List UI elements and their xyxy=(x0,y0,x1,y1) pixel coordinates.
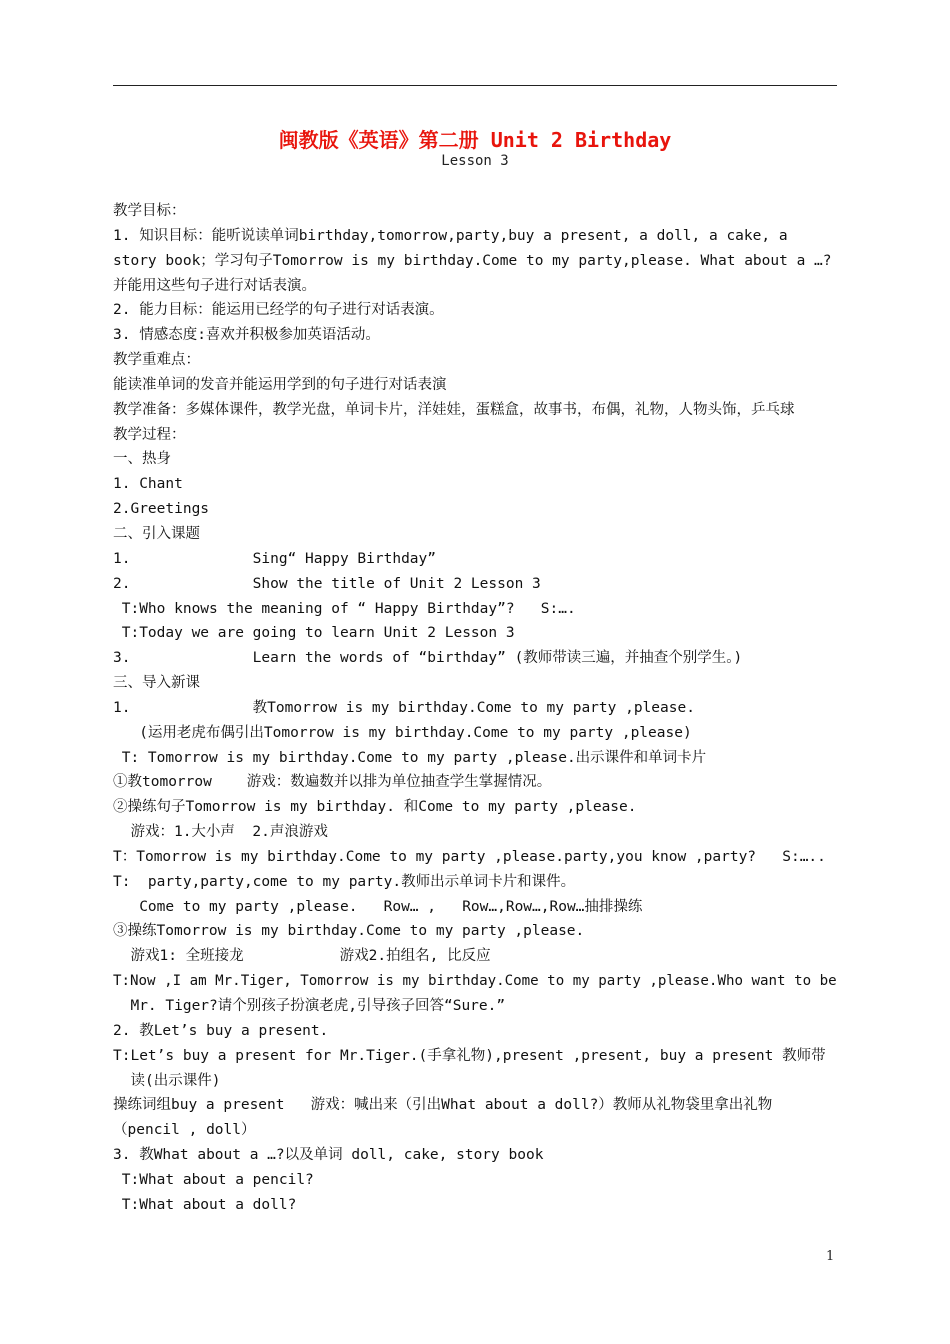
page-number: 1 xyxy=(826,1249,835,1264)
text-line: T: Tomorrow is my birthday.Come to my party ,please.出示课件和单词卡片 xyxy=(113,749,707,766)
text-line: (运用老虎布偶引出Tomorrow is my birthday.Come to my party ,please) xyxy=(113,724,692,741)
document-title: 闽教版《英语》第二册 Unit 2 Birthday xyxy=(278,128,672,152)
document-body xyxy=(113,199,837,1218)
text-line: 2. 能力目标：能运用已经学的句子进行对话表演。 xyxy=(113,302,444,319)
text-line: 操练词组buy a present 游戏：喊出来（引出What about a doll?）教师从礼物袋里拿出礼物 xyxy=(113,1097,773,1114)
text-line: 2. 教Let’s buy a present. xyxy=(113,1022,329,1039)
text-line: 3. Learn the words of “birthday” (教师带读三遍，并抽查个别学生。) xyxy=(113,650,743,667)
text-line: T:Now ,I am Mr.Tiger, Tomorrow is my birthday.Come to my party ,please.Who want to be xyxy=(113,973,837,990)
text-line: 1. Sing“ Happy Birthday” xyxy=(113,550,437,567)
text-line: 2. Show the title of Unit 2 Lesson 3 xyxy=(113,575,541,592)
text-line: story book；学习句子Tomorrow is my birthday.Come to my party,please. What about a …? xyxy=(113,252,832,269)
text-line: T: party,party,come to my party.教师出示单词卡片和课件。 xyxy=(113,873,576,890)
text-line: T：Tomorrow is my birthday.Come to my party ,please.party,you know ,party? S:….. xyxy=(113,848,826,865)
text-line: 读(出示课件) xyxy=(113,1072,221,1089)
text-line: Mr. Tiger?请个别孩子扮演老虎,引导孩子回答“Sure.” xyxy=(113,998,506,1014)
text-line: 并能用这些句子进行对话表演。 xyxy=(113,277,316,294)
text-line: Come to my party ,please. Row… , Row…,Row…,Row…抽排操练 xyxy=(113,898,643,915)
header-rule xyxy=(113,85,837,86)
text-line: ③操练Tomorrow is my birthday.Come to my party ,please. xyxy=(113,923,585,940)
text-line: 一、热身 xyxy=(113,451,171,468)
text-line: 1. Chant xyxy=(113,476,183,493)
text-line: 教学准备：多媒体课件，教学光盘，单词卡片，洋娃娃，蛋糕盒，故事书，布偶，礼物，人物头饰，乒乓球 xyxy=(113,401,795,418)
text-line: 教学过程： xyxy=(113,426,186,443)
text-line: 游戏1: 全班接龙 游戏2.拍组名, 比反应 xyxy=(113,948,491,965)
text-line: （pencil , doll） xyxy=(113,1122,256,1139)
text-line: 三、导入新课 xyxy=(113,675,200,692)
text-line: T:Who knows the meaning of “ Happy Birthday”? S:…. xyxy=(113,600,576,617)
text-line: 二、引入课题 xyxy=(113,525,200,542)
text-line: T:Today we are going to learn Unit 2 Lesson 3 xyxy=(113,625,515,642)
document-subtitle: Lesson 3 xyxy=(441,153,509,169)
text-line: ①教tomorrow 游戏：数遍数并以排为单位抽查学生掌握情况。 xyxy=(113,774,552,791)
text-line: T:Let’s buy a present for Mr.Tiger.(手拿礼物),present ,present, buy a present 教师带 xyxy=(113,1047,826,1064)
text-line: 教学目标： xyxy=(113,203,186,219)
text-line: 1. 知识目标：能听说读单词birthday,tomorrow,party,buy a present, a doll, a cake, a xyxy=(113,227,788,244)
text-line: 教学重难点： xyxy=(113,352,200,369)
text-line: 3. 情感态度:喜欢并积极参加英语活动。 xyxy=(113,327,380,344)
text-line: 2.Greetings xyxy=(113,501,210,518)
text-line: 3. 教What about a …?以及单词 doll, cake, story book xyxy=(113,1147,544,1164)
text-line: ②操练句子Tomorrow is my birthday. 和Come to my party ,please. xyxy=(113,799,637,816)
text-line: 游戏：1.大小声 2.声浪游戏 xyxy=(113,824,328,841)
text-line: T:What about a pencil? xyxy=(113,1171,314,1188)
text-line: 能读准单词的发音并能运用学到的句子进行对话表演 xyxy=(113,376,447,393)
text-line: 1. 教Tomorrow is my birthday.Come to my party ,please. xyxy=(113,699,695,716)
text-line: T:What about a doll? xyxy=(113,1196,297,1213)
